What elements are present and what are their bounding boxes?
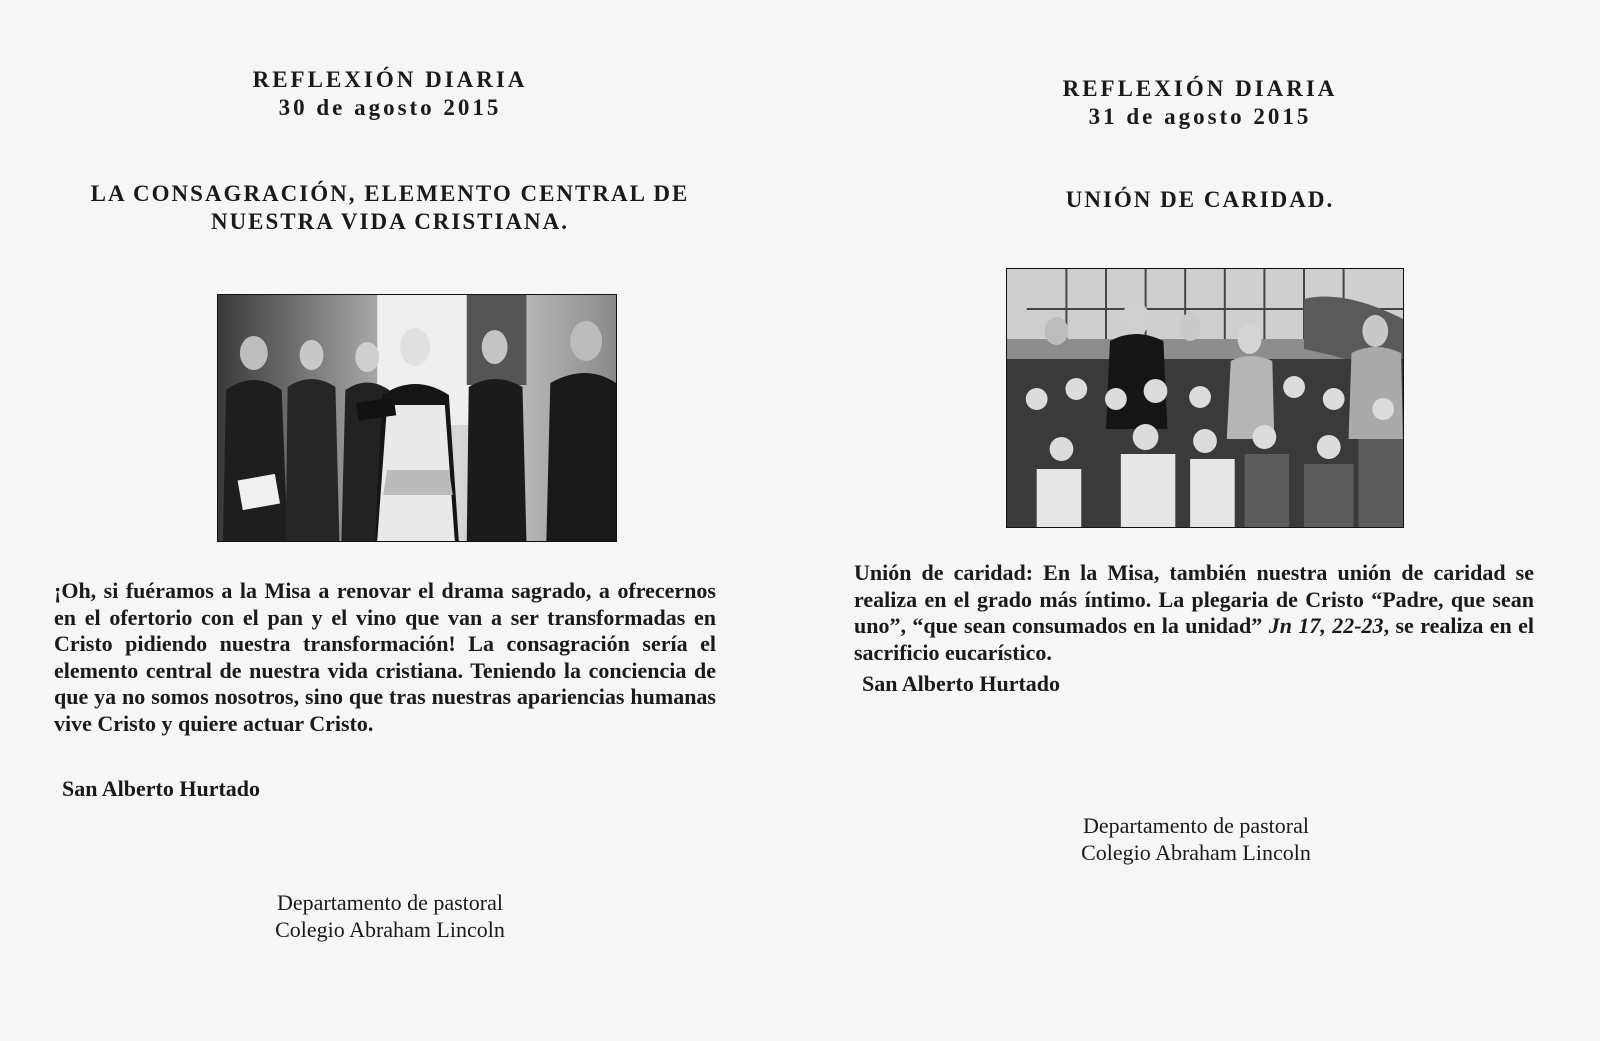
header-title: REFLEXIÓN DIARIA bbox=[1062, 76, 1338, 101]
header-date: 31 de agosto 2015 bbox=[1088, 104, 1312, 129]
reflection-page-aug-31 bbox=[840, 0, 1560, 1041]
group-photo bbox=[1006, 268, 1404, 528]
reflection-title: UNIÓN DE CARIDAD. bbox=[1065, 187, 1335, 212]
footer-department: Departamento de pastoral bbox=[1082, 813, 1309, 838]
footer bbox=[40, 889, 740, 943]
header bbox=[40, 66, 740, 122]
photo-image bbox=[218, 295, 616, 541]
mass-photo bbox=[217, 294, 617, 542]
footer-school: Colegio Abraham Lincoln bbox=[275, 917, 505, 942]
signature: San Alberto Hurtado bbox=[862, 671, 1061, 696]
bible-reference: Jn 17, 22-23 bbox=[1268, 613, 1384, 638]
photo-image bbox=[1007, 269, 1403, 527]
header bbox=[840, 75, 1560, 131]
reflection-text bbox=[854, 560, 1534, 666]
reflection-text-end: , se realiza en el sacrificio eucarístico. bbox=[854, 613, 1535, 665]
reflection-page-aug-30 bbox=[40, 0, 740, 1041]
reflection-title-line2: NUESTRA VIDA CRISTIANA. bbox=[210, 209, 570, 234]
reflection-title-line1: LA CONSAGRACIÓN, ELEMENTO CENTRAL DE bbox=[90, 181, 690, 206]
header-date: 30 de agosto 2015 bbox=[278, 95, 502, 120]
header-title: REFLEXIÓN DIARIA bbox=[252, 67, 528, 92]
footer-school: Colegio Abraham Lincoln bbox=[1081, 840, 1311, 865]
footer bbox=[836, 812, 1556, 866]
reflection-title bbox=[40, 180, 740, 236]
reflection-text-main: Unión de caridad: En la Misa, también nuestra unión de caridad se realiza en el grado más íntimo. La plegaria de Cristo “Padre, que sean uno”, “que sean consumados en la unidad” bbox=[854, 560, 1534, 638]
footer-department: Departamento de pastoral bbox=[276, 890, 503, 915]
reflection-text: ¡Oh, si fuéramos a la Misa a renovar el drama sagrado, a ofrecernos en el ofertorio con el pan y el vino que van a ser transformadas en Cristo pidiendo nuestra transformación! La consagración sería el elemento central de nuestra vida cristiana. Teniendo la conciencia de que ya no somos nosotros, sino que tras nuestras apariencias humanas vive Cristo y quiere actuar Cristo. bbox=[54, 578, 716, 736]
signature: San Alberto Hurtado bbox=[62, 776, 261, 801]
